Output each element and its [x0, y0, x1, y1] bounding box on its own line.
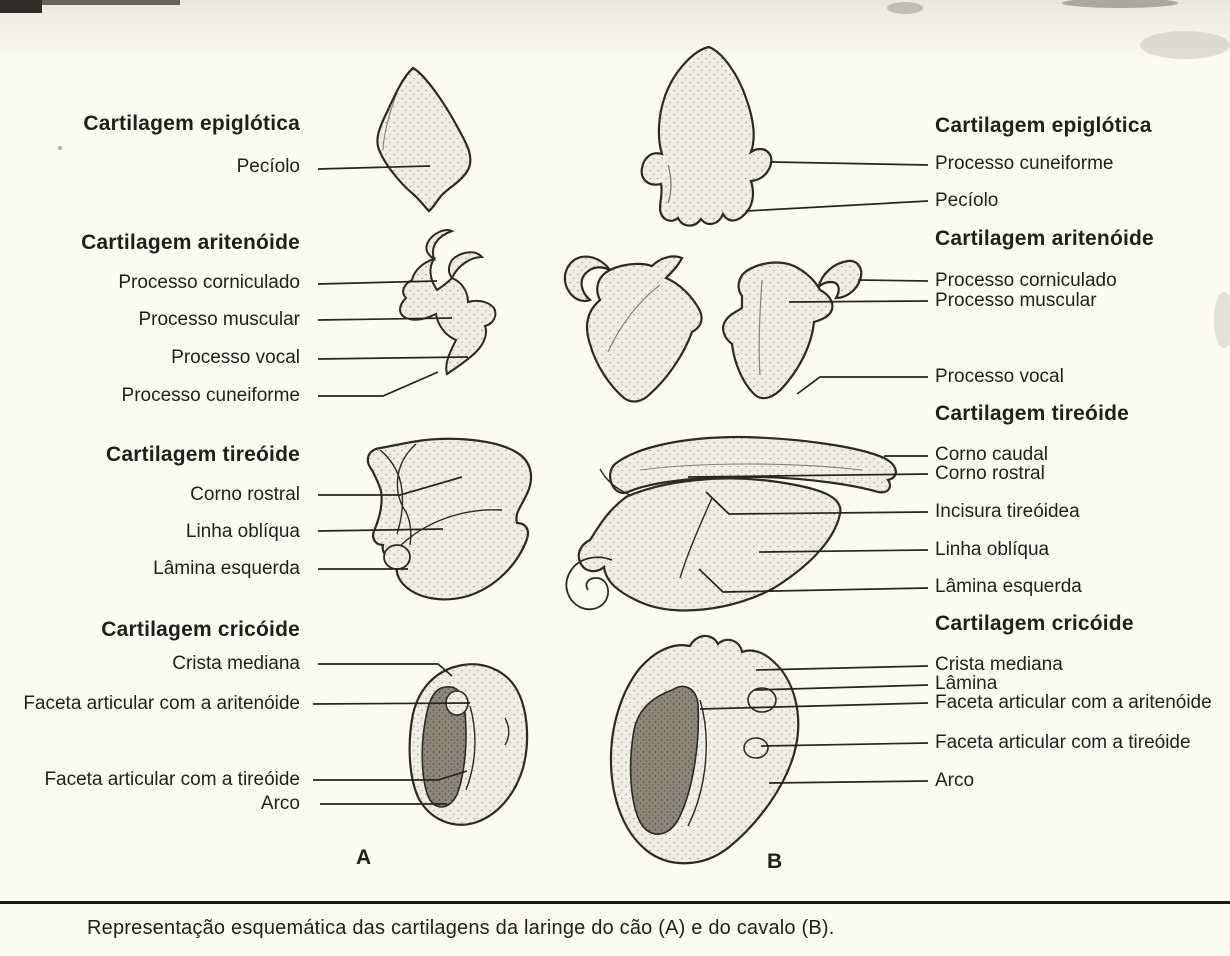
- header-a-cartilagem-cricoide: Cartilagem cricóide: [101, 617, 300, 641]
- drawing-dog-cricoid: [410, 664, 527, 824]
- label-b-lamina-esquerda: Lâmina esquerda: [935, 576, 1082, 598]
- label-a-crista-mediana: Crista mediana: [172, 653, 300, 675]
- label-a-faceta-articular-aritenoide: Faceta articular com a aritenóide: [23, 693, 300, 715]
- label-a-corno-rostral: Corno rostral: [190, 484, 300, 506]
- label-b-arco: Arco: [935, 770, 975, 792]
- drawing-horse-arytenoid-left: [565, 256, 702, 401]
- panel-letter-b: B: [767, 850, 783, 873]
- label-b-processo-vocal: Processo vocal: [935, 366, 1064, 388]
- label-a-arco: Arco: [260, 793, 300, 815]
- label-b-linha-obliqua: Linha oblíqua: [935, 539, 1050, 561]
- drawing-dog-thyroid: [368, 439, 531, 600]
- label-b-peciolo: Pecíolo: [935, 190, 999, 212]
- label-a-peciolo: Pecíolo: [236, 156, 300, 178]
- header-b-cartilagem-cricoide: Cartilagem cricóide: [935, 611, 1134, 635]
- drawing-dog-arytenoid: [400, 230, 495, 374]
- label-a-lamina-esquerda: Lâmina esquerda: [153, 558, 300, 580]
- label-a-linha-obliqua: Linha oblíqua: [185, 521, 300, 543]
- header-a-cartilagem-aritenoide: Cartilagem aritenóide: [81, 230, 300, 254]
- label-b-crista-mediana: Crista mediana: [935, 654, 1063, 676]
- label-b-corno-caudal: Corno caudal: [935, 444, 1049, 466]
- header-b-cartilagem-epiglotica: Cartilagem epiglótica: [935, 113, 1152, 137]
- label-a-processo-vocal: Processo vocal: [171, 347, 300, 369]
- label-b-corno-rostral: Corno rostral: [935, 463, 1045, 485]
- label-a-processo-corniculado: Processo corniculado: [118, 272, 300, 294]
- label-a-faceta-articular-tireoide: Faceta articular com a tireóide: [44, 769, 300, 791]
- header-a-cartilagem-epiglotica: Cartilagem epiglótica: [83, 111, 300, 135]
- figure-caption: Representação esquemática das cartilagens da laringe do cão (A) e do cavalo (B).: [87, 917, 835, 939]
- label-b-processo-muscular: Processo muscular: [935, 290, 1097, 312]
- header-b-cartilagem-aritenoide: Cartilagem aritenóide: [935, 226, 1154, 250]
- label-b-incisura-tireoidea: Incisura tireóidea: [935, 501, 1080, 523]
- header-a-cartilagem-tireoide: Cartilagem tireóide: [105, 442, 300, 466]
- label-b-processo-cuneiforme: Processo cuneiforme: [935, 153, 1114, 175]
- drawing-horse-thyroid: [566, 437, 895, 610]
- header-b-cartilagem-tireoide: Cartilagem tireóide: [935, 401, 1130, 425]
- panel-letter-a: A: [356, 846, 372, 869]
- label-a-processo-cuneiforme: Processo cuneiforme: [121, 385, 300, 407]
- label-b-faceta-articular-aritenoide: Faceta articular com a aritenóide: [935, 692, 1212, 714]
- label-a-processo-muscular: Processo muscular: [138, 309, 300, 331]
- caption-divider: [0, 901, 1230, 904]
- label-b-faceta-articular-tireoide: Faceta articular com a tireóide: [935, 732, 1191, 754]
- label-b-lamina: Lâmina: [935, 673, 998, 695]
- drawing-horse-epiglottis: [642, 47, 772, 226]
- drawing-dog-epiglottis: [377, 68, 470, 211]
- label-b-processo-corniculado: Processo corniculado: [935, 270, 1117, 292]
